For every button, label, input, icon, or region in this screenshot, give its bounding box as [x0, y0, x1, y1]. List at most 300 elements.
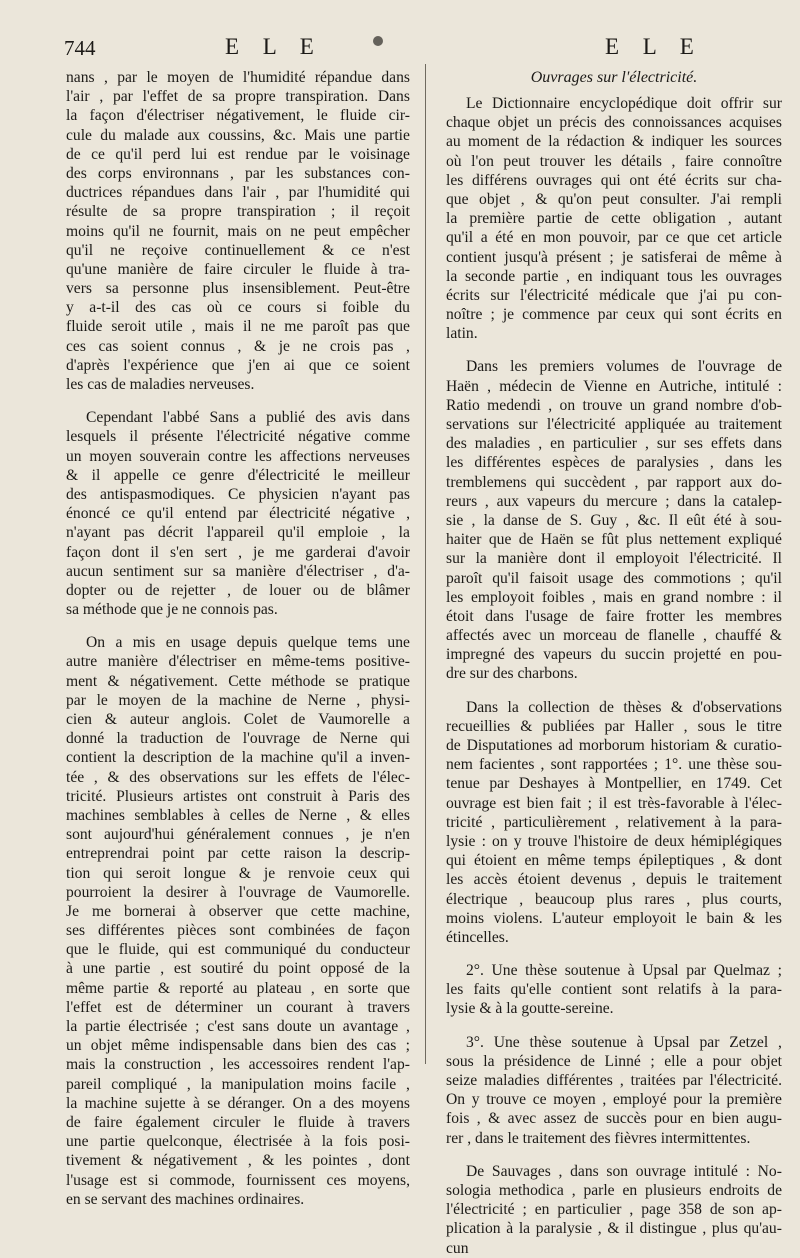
word: que	[387, 318, 410, 336]
text-line	[66, 1171, 410, 1190]
word: pu	[728, 286, 744, 304]
word: ,	[671, 152, 676, 170]
word: la	[335, 845, 347, 863]
word: rédaction	[566, 133, 625, 151]
word: électrique	[446, 890, 508, 908]
word: ,	[548, 396, 553, 414]
word: transpiration.	[285, 88, 369, 106]
word: sur	[762, 95, 782, 112]
word: de	[518, 531, 534, 549]
word: ont	[237, 787, 258, 805]
word: &	[535, 190, 548, 208]
word: machine,	[353, 902, 410, 920]
word: l'air	[66, 88, 90, 106]
text-line	[446, 794, 782, 813]
word: du	[100, 126, 116, 144]
word: appliquée	[624, 416, 686, 433]
word: de	[579, 607, 595, 625]
word: &	[158, 979, 171, 997]
word: opposé	[320, 960, 365, 978]
word: ne	[260, 318, 276, 336]
word: tricité	[446, 813, 483, 831]
word: seconde	[464, 267, 516, 285]
word: l'électricité	[446, 1201, 515, 1219]
word: distingue	[639, 1220, 697, 1238]
word: ,	[538, 435, 543, 453]
word: de	[709, 1201, 725, 1219]
word: rares	[644, 890, 675, 908]
word: l'élec-	[372, 768, 410, 786]
word: publiées	[542, 717, 595, 735]
word: propre	[181, 203, 222, 221]
word: ,	[520, 190, 525, 208]
word: la	[518, 1220, 531, 1238]
word: je	[263, 864, 276, 882]
word: entreprendrai	[66, 845, 150, 863]
text-line	[446, 980, 782, 999]
word: dans	[381, 409, 410, 427]
word: aux	[729, 473, 753, 491]
word: eût	[686, 511, 706, 529]
word: offrir	[720, 95, 754, 112]
word: projetté	[673, 646, 722, 664]
word: par	[647, 473, 668, 491]
word: satisferai	[641, 248, 698, 266]
word: qu'il	[754, 569, 782, 587]
word: ad	[558, 737, 573, 754]
word: la	[507, 698, 519, 716]
word: avec	[502, 627, 531, 645]
word: également	[135, 1113, 200, 1131]
word: de	[583, 1110, 599, 1128]
word: déterminer	[175, 998, 243, 1016]
word: article	[743, 229, 782, 247]
word: de	[219, 749, 235, 767]
word: fût	[601, 531, 619, 549]
word: de	[187, 88, 203, 106]
word: l'effet	[66, 998, 102, 1016]
word: Quelmaz	[713, 962, 770, 980]
word: Upsal	[642, 962, 679, 980]
word: ,	[709, 454, 714, 472]
text-line	[446, 698, 782, 717]
word: des	[129, 768, 151, 786]
word: rendue	[245, 145, 288, 163]
word: de	[584, 210, 600, 228]
word: qu'il	[492, 569, 520, 587]
word: l'ouvrage	[242, 730, 301, 748]
word: de	[599, 698, 614, 716]
word: sur	[518, 416, 538, 433]
word: tivement	[66, 1152, 121, 1170]
word: Disputationes	[466, 737, 553, 754]
word: vapeurs	[543, 646, 592, 664]
word: soutiré	[200, 960, 244, 978]
word: ,	[591, 588, 596, 606]
word: &	[359, 806, 372, 824]
paragraph	[446, 1033, 782, 1148]
word: entend	[185, 505, 227, 523]
word: Dictionnaire	[492, 95, 570, 112]
word: pas	[372, 337, 394, 355]
word: sur	[727, 171, 747, 189]
word: la	[123, 749, 136, 767]
word: mais	[227, 222, 257, 240]
word: sous	[446, 1052, 474, 1070]
word: en	[767, 306, 782, 324]
word: reçoive	[141, 241, 188, 259]
word: J'ai	[710, 190, 731, 208]
text-line	[446, 1033, 782, 1052]
word: S.	[569, 511, 583, 529]
paragraph	[446, 94, 782, 343]
text-line	[446, 453, 782, 472]
word: partie	[85, 1018, 121, 1035]
word: vapeurs	[526, 492, 576, 510]
word: de	[633, 832, 649, 850]
word: partie	[522, 267, 559, 285]
text-line	[446, 305, 782, 324]
word: medendi	[487, 396, 541, 414]
text-line	[66, 652, 410, 671]
word: con-	[754, 286, 782, 304]
word: noître	[446, 306, 483, 324]
word: plus	[626, 531, 653, 549]
word: grand	[662, 588, 699, 606]
word: un	[539, 627, 555, 645]
text-line	[66, 562, 410, 581]
word: d'après	[66, 356, 110, 374]
word: il	[598, 794, 608, 812]
word: il	[350, 203, 360, 221]
word: Dans	[377, 88, 410, 106]
word: ;	[609, 248, 614, 266]
word: ce	[345, 356, 359, 374]
text-line	[446, 1219, 782, 1238]
word: impregné	[446, 646, 505, 664]
word: Upsal	[653, 1033, 690, 1051]
text-line	[446, 357, 782, 376]
word: à	[213, 806, 221, 824]
word: des	[66, 164, 87, 182]
text-line	[66, 633, 410, 652]
word: Deshayes	[518, 775, 579, 793]
word: endroits	[709, 1181, 760, 1199]
word: cule	[66, 126, 92, 144]
word: qui	[663, 306, 684, 324]
text-line	[66, 959, 410, 978]
text-line	[446, 267, 782, 286]
word: qu'il	[277, 524, 305, 542]
word: manière	[235, 562, 286, 580]
text-line	[66, 921, 410, 940]
word: insensiblement.	[242, 280, 340, 298]
word: ,	[346, 806, 351, 824]
word: que	[665, 286, 689, 304]
word: ,	[237, 337, 242, 355]
word: sa	[152, 203, 166, 221]
word: la	[483, 511, 495, 529]
word: un	[319, 1018, 335, 1035]
word: on	[492, 832, 508, 850]
word: des	[623, 569, 644, 587]
word: Paris	[348, 787, 380, 805]
word: parle	[583, 1181, 615, 1199]
word: encyclopédique	[579, 95, 678, 112]
text-line	[66, 317, 410, 336]
word: négativement	[153, 1152, 238, 1170]
word: commence	[522, 306, 590, 324]
text-line	[66, 164, 410, 183]
word: sur	[490, 286, 510, 304]
word: soient	[130, 337, 169, 355]
word: thèse	[716, 756, 749, 774]
word: qu'au-	[743, 1220, 782, 1238]
word: les	[277, 768, 295, 786]
word: page	[641, 1201, 671, 1219]
word: titre	[756, 717, 782, 735]
word: expliqué	[728, 531, 782, 549]
word: seize	[446, 1072, 478, 1089]
word: la	[104, 1056, 116, 1074]
word: ,	[230, 164, 234, 182]
word: consulter.	[639, 190, 700, 208]
word: particulier	[572, 435, 637, 453]
text-line	[446, 209, 782, 228]
word: les	[446, 171, 464, 189]
word: il	[625, 1220, 634, 1238]
word: elle	[664, 1052, 687, 1070]
word: connoître	[723, 152, 782, 170]
word: de	[242, 581, 258, 599]
text-line	[446, 94, 782, 113]
word: trouver	[539, 152, 585, 170]
word: ses	[683, 435, 703, 453]
word: traitement	[718, 416, 782, 433]
word: écrits	[684, 171, 719, 189]
word: l'expérience	[123, 356, 198, 374]
word: ;	[490, 306, 495, 324]
word: sur	[656, 435, 676, 453]
word: partie	[113, 979, 149, 997]
word: par	[66, 691, 86, 709]
word: qui	[535, 473, 556, 491]
word: effets	[304, 768, 339, 786]
word: tenue	[446, 775, 480, 793]
text-line	[446, 813, 782, 832]
word: soutenue	[571, 1033, 627, 1051]
word: de	[66, 145, 81, 163]
word: pas	[123, 524, 145, 542]
word: indiquant	[600, 267, 660, 285]
word: que	[446, 190, 469, 208]
word: moins	[446, 909, 485, 927]
text-line	[66, 1132, 410, 1151]
word: bien	[310, 1037, 338, 1055]
word: cette	[611, 210, 641, 228]
word: l'électricité	[519, 286, 589, 304]
word: moins	[66, 222, 105, 240]
word: traduction	[140, 730, 204, 748]
text-line	[66, 1113, 410, 1132]
text-line	[66, 710, 410, 729]
word: mon	[543, 229, 572, 247]
word: cours	[267, 299, 302, 317]
word: physicien	[258, 485, 319, 503]
text-line	[66, 68, 410, 87]
word: autant	[743, 210, 782, 228]
word: haiter	[446, 531, 482, 549]
word: même	[131, 1037, 170, 1055]
word: garderai	[305, 543, 357, 561]
word: à	[636, 1033, 644, 1051]
word: d'avoir	[367, 543, 410, 561]
word: vers	[66, 280, 92, 298]
word: doit	[686, 95, 712, 112]
word: a	[115, 634, 123, 652]
word: le	[273, 1113, 285, 1131]
word: un	[536, 114, 552, 132]
word: à	[588, 775, 596, 793]
word: :	[481, 832, 486, 850]
word: sont	[691, 306, 718, 324]
word: rejetter	[171, 581, 216, 599]
word: par	[699, 1033, 720, 1051]
word: seroit	[111, 318, 146, 336]
word: volumes	[606, 358, 659, 376]
word: de	[610, 454, 626, 472]
word: du	[600, 646, 617, 664]
word: sa	[212, 562, 226, 580]
word: &c.	[273, 126, 296, 144]
word: ce	[351, 241, 366, 259]
word: &	[734, 852, 747, 870]
word: sert	[204, 543, 228, 561]
word: plus	[702, 890, 729, 908]
word: je	[278, 337, 290, 355]
word: présent	[556, 248, 602, 266]
word: mais	[66, 1056, 96, 1074]
text-line	[446, 626, 782, 645]
word: Nerne	[298, 806, 337, 824]
word: s'en	[170, 543, 194, 561]
word: écrits	[446, 286, 480, 304]
word: en	[521, 229, 536, 247]
word: ,	[310, 979, 315, 997]
word: ,	[484, 492, 489, 510]
text-line	[446, 473, 782, 492]
word: par	[207, 845, 228, 863]
word: empêcher	[349, 222, 410, 240]
word: transpiration	[236, 203, 316, 221]
text-line	[446, 736, 782, 755]
word: Cette	[228, 672, 262, 690]
word: sujette	[144, 1094, 186, 1112]
word: à	[219, 883, 227, 901]
text-line: les cas de maladies nerveuses.	[66, 376, 255, 393]
word: ,	[540, 756, 545, 774]
word: indiquer	[651, 133, 704, 151]
word: collection	[528, 698, 590, 716]
word: deux	[654, 832, 685, 850]
text-line	[66, 902, 410, 921]
word: le	[333, 466, 345, 484]
word: avec	[507, 1110, 537, 1128]
word: l'ap-	[382, 1056, 410, 1074]
word: qu'il	[112, 222, 141, 240]
word: est	[119, 1171, 138, 1189]
word: ,	[686, 890, 691, 908]
word: première	[469, 210, 525, 228]
word: que	[66, 941, 89, 959]
word: paralysies	[636, 454, 699, 472]
word: du	[315, 941, 332, 959]
word: du	[583, 492, 599, 510]
word: sorte	[347, 979, 379, 997]
text-line	[66, 844, 410, 863]
word: ,	[487, 377, 492, 395]
word: Une	[491, 962, 518, 980]
word: 1749.	[715, 775, 751, 793]
word: présente	[151, 428, 204, 446]
word: l'électricité	[546, 416, 616, 433]
word: pouvoir,	[578, 229, 631, 247]
word: foibles	[541, 588, 585, 606]
word: sont	[550, 756, 577, 774]
word: cette	[310, 902, 341, 920]
word: un	[629, 396, 646, 414]
text-line	[66, 998, 410, 1017]
word: dans	[724, 454, 754, 472]
word: ne	[302, 337, 318, 355]
word: dont	[754, 852, 782, 870]
word: présidence	[504, 1052, 571, 1070]
word: publié	[266, 409, 306, 427]
word: si	[148, 1171, 159, 1189]
word: j'ai	[699, 286, 718, 304]
text-line	[66, 729, 410, 748]
word: de	[624, 627, 640, 645]
word: dans	[272, 1037, 302, 1055]
word: en	[246, 653, 262, 671]
word: sont	[66, 826, 92, 844]
word: partie	[374, 126, 410, 144]
word: de	[274, 806, 290, 824]
word: ,	[625, 511, 630, 529]
word: à	[331, 787, 339, 805]
word: pour	[673, 1091, 702, 1109]
text-line	[446, 132, 782, 151]
word: acquises	[729, 114, 782, 132]
word: différentes	[474, 454, 541, 472]
word: ouvrage	[635, 1162, 687, 1180]
word: manière	[497, 550, 548, 568]
word: indispensable	[178, 1037, 264, 1055]
word: a	[480, 229, 488, 247]
word: pas	[389, 485, 410, 503]
word: avantage	[342, 1018, 399, 1035]
text-line	[66, 523, 410, 542]
word: son	[606, 1162, 629, 1180]
word: para-	[749, 981, 782, 999]
word: danse	[503, 511, 539, 529]
word: violens.	[493, 909, 543, 927]
word: moins	[313, 1075, 352, 1093]
word: ce	[665, 229, 680, 247]
word: ,	[722, 852, 726, 870]
word: les	[276, 164, 294, 182]
word: le	[328, 145, 340, 163]
